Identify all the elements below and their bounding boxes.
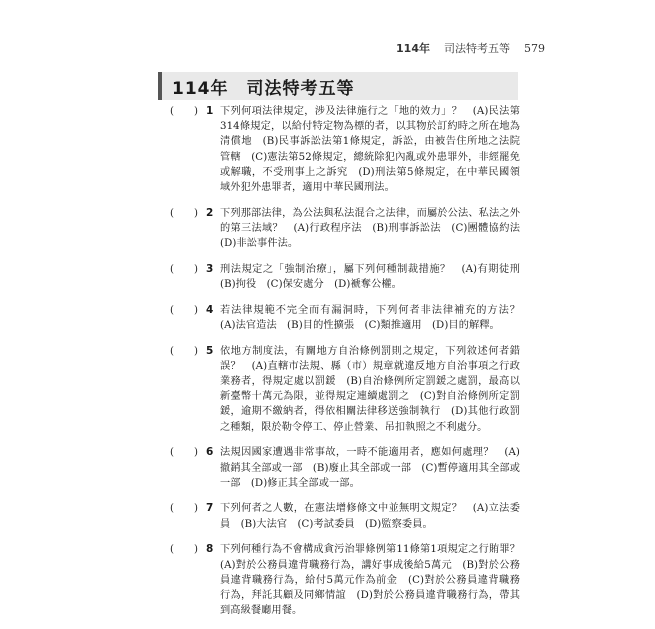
question-number: 4: [206, 303, 214, 316]
question-item: [150, 104, 520, 195]
header-year: 114年: [396, 42, 430, 55]
answer-blank[interactable]: ( ): [170, 345, 198, 357]
question-text: 下列那部法律，為公法與私法混合之法律，而屬於公法、私法之外的第三法域？ (A)行政程序法 (B)刑事訴訟法 (C)團體協約法 (D)非訟事件法。: [220, 207, 531, 250]
question-item: [150, 262, 531, 292]
section-title-bar: [158, 72, 518, 100]
question-text: 若法律規範不完全而有漏洞時，下列何者非法律補充的方法？ (A)法官造法 (B)目的性擴張 (C)類推適用 (D)目的解釋。: [220, 304, 531, 331]
question-item: [150, 542, 531, 618]
question-list: [150, 104, 531, 629]
header-exam-title: 司法特考五等: [444, 42, 510, 55]
question-item: [150, 206, 531, 252]
answer-blank[interactable]: ( ): [170, 304, 198, 316]
question-number: 6: [206, 446, 214, 459]
question-text: 依地方制度法，有關地方自治條例罰則之規定，下列敘述何者錯誤？ (A)直轄市法規、縣（市）規章就違反地方自治事項之行政業務者，得規定處以罰鍰 (B)自治條例所定罰鍰之處罰，最高以新臺幣十萬元為限，並得規定連續處罰之 (C)對自治條例所定罰鍰，逾期不繳納者，得依相關法律移送強制執行 (D)其他行政罰之種類，限於勒令停工、停止營業、吊扣執照之不利處分。: [220, 345, 520, 433]
answer-blank[interactable]: ( ): [170, 503, 198, 515]
page-header: [396, 40, 545, 56]
question-number: 5: [206, 344, 214, 357]
question-number: 7: [206, 502, 214, 515]
answer-blank[interactable]: ( ): [170, 447, 198, 459]
question-number: 1: [206, 105, 214, 117]
section-title: 114年 司法特考五等: [172, 78, 355, 99]
question-number: 8: [206, 543, 214, 556]
question-text: 下列何者之人數，在憲法增修條文中並無明文規定？ (A)立法委員 (B)大法官 (C)考試委員 (D)監察委員。: [220, 503, 520, 530]
answer-blank[interactable]: ( ): [170, 263, 198, 275]
answer-blank[interactable]: ( ): [170, 544, 198, 556]
question-item: [150, 344, 520, 435]
question-text: 下列何種行為不會構成貪污治罪條例第11條第1項規定之行賄罪？ (A)對於公務員違背職務行為，講好事成後給5萬元 (B)對於公務員違背職務行為，給付5萬元作為前金 (C)對於公務員違背職務行為，拜託其顧及同鄉情誼 (D)對於公務員違背職務行為，帶其到高級餐廳用餐。: [220, 544, 531, 617]
question-text: 法規因國家遭遇非常事故，一時不能適用者，應如何處理？ (A)撤銷其全部或一部 (B)廢止其全部或一部 (C)暫停適用其全部或一部 (D)修正其全部或一部。: [220, 447, 520, 489]
question-item: [150, 445, 520, 491]
question-item: [150, 501, 520, 531]
page-number: 579: [524, 42, 545, 55]
answer-blank[interactable]: ( ): [170, 106, 198, 117]
question-text: 刑法規定之「強制治療」，屬下列何種制裁措施？ (A)有期徒刑 (B)拘役 (C)保安處分 (D)褫奪公權。: [220, 263, 531, 291]
question-text: 下列何項法律規定，涉及法律施行之「地的效力」？ (A)民法第314條規定，以給付特定物為標的者，以其物於訂約時之所在地為清償地 (B)民事訴訟法第1條規定，訴訟，由被告住所地之法院管轄 (C)憲法第52條規定，總統除犯內亂或外患罪外，非經罷免或解職，不受刑事上之訴究 (D)刑法第5條規定，在中華民國領域外犯外患罪者，適用中華民國刑法。: [220, 106, 520, 194]
question-number: 2: [206, 206, 214, 219]
question-item: [150, 303, 531, 333]
question-number: 3: [206, 262, 214, 275]
answer-blank[interactable]: ( ): [170, 207, 198, 219]
